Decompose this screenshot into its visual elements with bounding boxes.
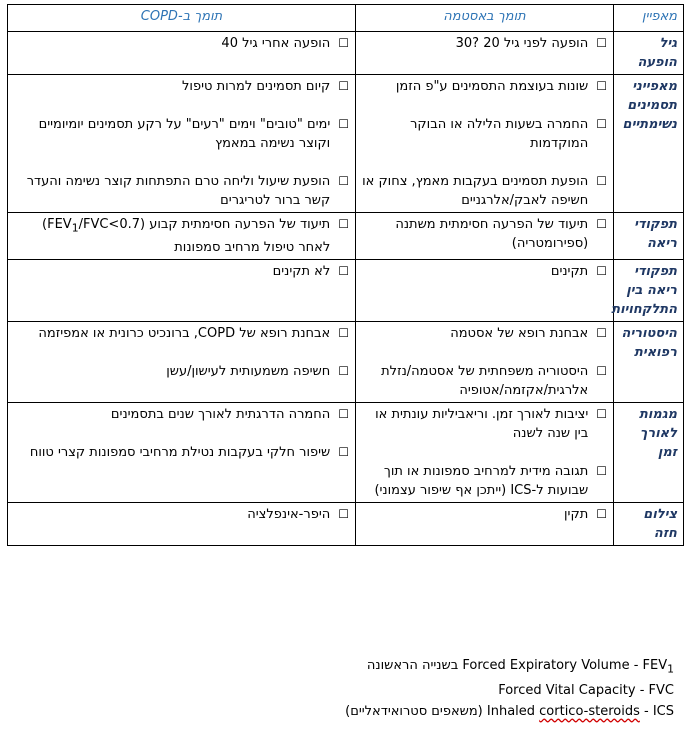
checkbox-icon[interactable]: ☐ — [338, 444, 349, 459]
list-item — [14, 34, 349, 53]
checkbox-icon[interactable]: ☐ — [596, 363, 607, 378]
list-item — [362, 462, 607, 500]
item-text: הופעת שיעול וליחה טרם התפתחות קוצר נשימה והעדר קשר ברור לטריגרים — [26, 174, 331, 208]
list-item — [14, 115, 349, 153]
footnote-fvc: Forced Vital Capacity - FVC — [498, 682, 674, 698]
cell-copd — [8, 32, 356, 75]
table-row — [8, 213, 684, 260]
row-feature: היסטוריה רפואית — [614, 321, 684, 402]
item-text: תיעוד של הפרעה חסימתית קבוע $(FEV_1/FVC<0.7)$ לאחר טיפול מרחיב סמפונות — [42, 217, 331, 255]
cell-copd — [8, 259, 356, 321]
table-row — [8, 75, 684, 213]
row-feature: צילום חזה — [614, 502, 684, 545]
checkbox-icon[interactable]: ☐ — [596, 406, 607, 421]
checkbox-icon[interactable]: ☐ — [596, 174, 607, 188]
header-row — [8, 5, 684, 32]
checkbox-icon[interactable]: ☐ — [596, 117, 607, 131]
list-item — [362, 77, 607, 96]
row-feature: מאפייני תסמינים נשימתיים — [614, 75, 684, 213]
checkbox-icon[interactable]: ☐ — [596, 263, 607, 278]
cell-asthma — [356, 259, 614, 321]
list-item — [362, 405, 607, 443]
row-feature: תפקודי ריאה — [614, 213, 684, 260]
checkbox-icon[interactable]: ☐ — [338, 36, 349, 50]
checkbox-icon[interactable]: ☐ — [596, 463, 607, 478]
checkbox-icon[interactable]: ☐ — [596, 506, 607, 521]
checkbox-icon[interactable]: ☐ — [338, 79, 349, 93]
list-item — [14, 505, 349, 524]
item-text: לא תקינים — [272, 263, 331, 279]
spellcheck-word: cortico-steroids — [539, 703, 640, 719]
list-item — [362, 505, 607, 524]
footnote-ics: Inhaled cortico-steroids - ICS (משאפים סטרואידאליים) — [345, 703, 674, 719]
checkbox-icon[interactable]: ☐ — [338, 325, 349, 340]
checkbox-icon[interactable]: ☐ — [338, 263, 349, 278]
table-body — [8, 32, 684, 546]
list-item — [14, 77, 349, 96]
checkbox-icon[interactable]: ☐ — [596, 79, 607, 93]
cell-copd — [8, 213, 356, 260]
table-row — [8, 502, 684, 545]
item-text: אבחנת רופא של COPD, ברונכיט כרונית או אמפיזמה — [38, 325, 331, 341]
table-row — [8, 402, 684, 502]
checkbox-icon[interactable]: ☐ — [596, 325, 607, 340]
list-item — [14, 362, 349, 381]
item-text: הופעה לפני גיל 20 ?30 — [455, 36, 589, 51]
list-item — [362, 215, 607, 253]
list-item — [362, 324, 607, 343]
checkbox-icon[interactable]: ☐ — [596, 36, 607, 50]
item-text: תקין — [564, 506, 589, 522]
item-text: שונות בעוצמת התסמינים ע"פ הזמן — [395, 79, 589, 94]
list-item — [14, 262, 349, 281]
header-feature: מאפיין — [614, 5, 684, 32]
item-text: היפר-אינפלציה — [247, 506, 331, 522]
cell-copd — [8, 402, 356, 502]
list-item — [362, 362, 607, 400]
checkbox-icon[interactable]: ☐ — [338, 117, 349, 131]
item-text: יציבות לאורך זמן. וריאביליות עונתית או בין שנה לשנה — [375, 406, 589, 441]
header-asthma: תומך באסטמה — [356, 5, 614, 32]
cell-asthma — [356, 32, 614, 75]
row-feature: גיל הופעה — [614, 32, 684, 75]
cell-asthma — [356, 502, 614, 545]
item-text: תיעוד של הפרעה חסימתית משתנה (ספירומטריה) — [395, 217, 589, 251]
item-text: החמרה הדרגתית לאורך שנים בתסמינים — [110, 406, 331, 422]
item-text: תגובה מידית למרחיב סמפונות או תוך שבועות ל-ICS (ייתכן אף שיפור עצמוני) — [374, 463, 589, 498]
table-row — [8, 321, 684, 402]
item-text: תקינים — [550, 263, 589, 279]
cell-asthma — [356, 321, 614, 402]
footnote-fev1: Forced Expiratory Volume - $FEV_1$ בשנייה הראשונה — [366, 658, 674, 676]
item-text: החמרה בשעות הלילה או הבוקר המוקדמות — [410, 117, 589, 151]
item-text: שיפור חלקי בעקבות נטילת מרחיבי סמפונות קצרי טווח — [29, 444, 331, 460]
footnotes — [14, 655, 674, 722]
list-item — [14, 324, 349, 343]
header-copd: תומך ב-COPD — [8, 5, 356, 32]
list-item — [14, 405, 349, 424]
list-item — [362, 262, 607, 281]
item-text: חשיפה משמעותית לעישון/עשן — [166, 363, 331, 379]
item-text: הופעת תסמינים בעקבות מאמץ, צחוק או חשיפה לאבק/אלרגניים — [362, 174, 589, 208]
item-text: הופעה אחרי גיל 40 — [221, 36, 331, 51]
table-row — [8, 259, 684, 321]
table-row — [8, 32, 684, 75]
item-text: קיום תסמינים למרות טיפול — [182, 79, 331, 94]
list-item — [14, 172, 349, 210]
list-item — [14, 215, 349, 257]
cell-asthma — [356, 213, 614, 260]
row-feature: תפקודי ריאה בין התלקחויות — [614, 259, 684, 321]
checkbox-icon[interactable]: ☐ — [338, 406, 349, 421]
item-text: ימים "טובים" וימים "רעים" על רקע תסמינים יומיומיים וקוצר נשימה במאמץ — [38, 117, 331, 151]
checkbox-icon[interactable]: ☐ — [338, 363, 349, 378]
comparison-table — [7, 4, 684, 546]
checkbox-icon[interactable]: ☐ — [338, 506, 349, 521]
cell-asthma — [356, 75, 614, 213]
list-item — [362, 115, 607, 153]
checkbox-icon[interactable]: ☐ — [596, 217, 607, 231]
cell-asthma — [356, 402, 614, 502]
list-item — [14, 443, 349, 462]
item-text: אבחנת רופא של אסטמה — [450, 325, 589, 341]
list-item — [362, 172, 607, 210]
cell-copd — [8, 502, 356, 545]
checkbox-icon[interactable]: ☐ — [338, 217, 349, 231]
list-item — [362, 34, 607, 53]
row-feature: מגמות לאורך זמן — [614, 402, 684, 502]
cell-copd — [8, 75, 356, 213]
item-text: היסטוריה משפחתית של אסטמה/נזלת אלרגית/אקזמה/אטופיה — [381, 363, 589, 398]
checkbox-icon[interactable]: ☐ — [338, 174, 349, 188]
cell-copd — [8, 321, 356, 402]
